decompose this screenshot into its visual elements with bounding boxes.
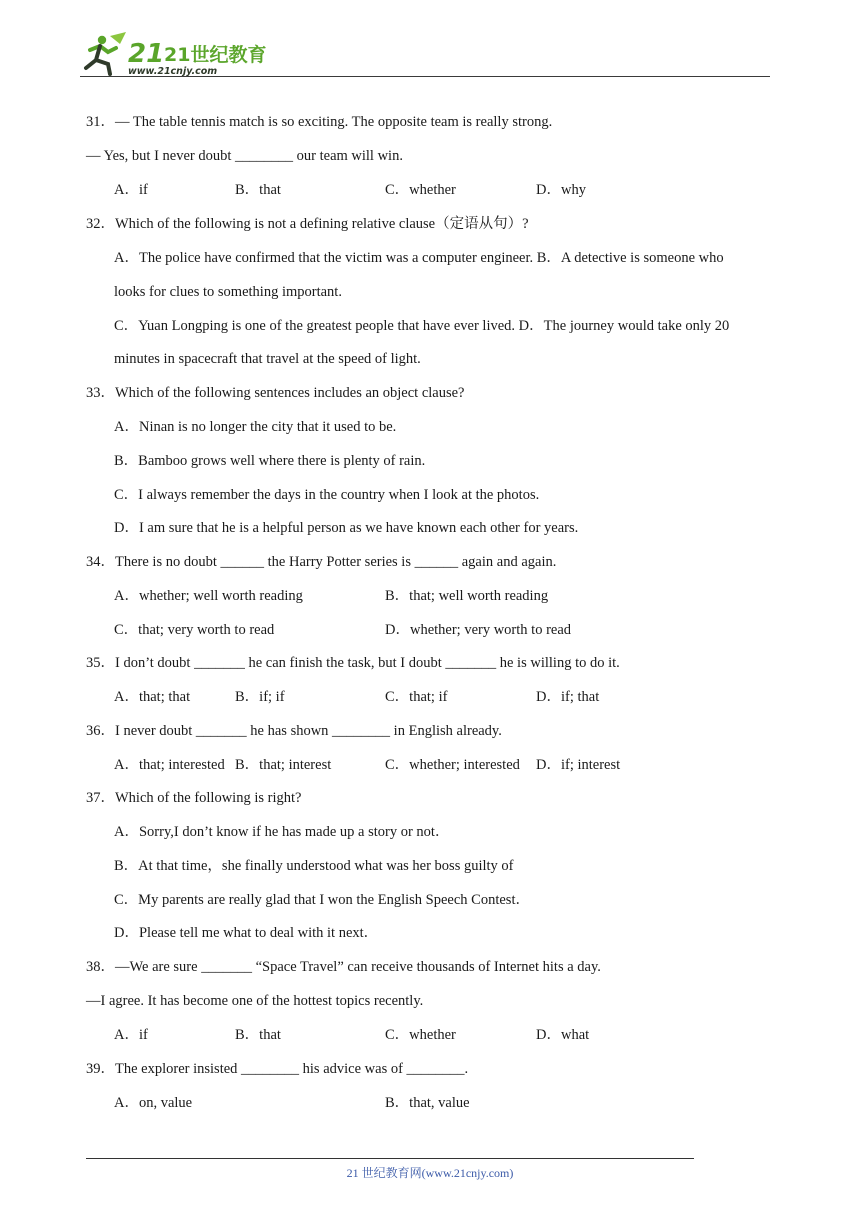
question-34-option-a: A．whether; well worth reading bbox=[114, 588, 303, 604]
page-footer: 21 世纪教育网(www.21cnjy.com) bbox=[346, 1166, 514, 1180]
question-31-option-a: A．if bbox=[114, 182, 148, 198]
question-35-option-d: D．if; that bbox=[536, 689, 600, 705]
svg-text:21: 21 bbox=[128, 39, 165, 69]
question-35-option-c: C．that; if bbox=[385, 689, 448, 705]
question-34-option-b: B．that; well worth reading bbox=[385, 588, 549, 604]
question-36-stem: 36．I never doubt _______ he has shown ________ in English already. bbox=[86, 723, 502, 739]
question-31-option-b: B．that bbox=[235, 182, 281, 198]
question-34-option-d: D．whether; very worth to read bbox=[385, 622, 572, 638]
site-logo bbox=[80, 30, 267, 78]
question-31-stem: 31．— The table tennis match is so exciting. The opposite team is really strong. bbox=[86, 114, 553, 130]
question-38-stem-2: —I agree. It has become one of the hottest topics recently. bbox=[86, 993, 424, 1009]
question-36-option-c: C．whether; interested bbox=[385, 757, 520, 773]
question-38-option-d: D．what bbox=[536, 1027, 590, 1043]
question-35-stem: 35．I don’t doubt _______ he can finish the task, but I doubt _______ he is willing to do it. bbox=[86, 655, 620, 671]
question-38-stem: 38．—We are sure _______ “Space Travel” can receive thousands of Internet hits a day. bbox=[86, 959, 601, 975]
question-39-option-b: B．that, value bbox=[385, 1095, 470, 1111]
question-35-option-a: A．that; that bbox=[114, 689, 191, 705]
page-header bbox=[80, 30, 770, 80]
question-33-option-a: A．Ninan is no longer the city that it used to be. bbox=[114, 419, 397, 435]
header-divider bbox=[80, 76, 770, 77]
question-37-option-a: A．Sorry,I don’t know if he has made up a story or not． bbox=[114, 824, 450, 840]
question-33-stem: 33．Which of the following sentences includes an object clause? bbox=[86, 385, 465, 401]
question-32-stem: 32．Which of the following is not a defining relative clause（定语从句）? bbox=[86, 216, 529, 232]
question-35-option-b: B．if; if bbox=[235, 689, 285, 705]
question-33-option-c: C．I always remember the days in the country when I look at the photos. bbox=[114, 487, 540, 503]
question-31-option-d: D．why bbox=[536, 182, 586, 198]
question-32-line-1: A．The police have confirmed that the victim was a computer engineer. B．A detective is someone who bbox=[114, 250, 724, 266]
question-36-option-b: B．that; interest bbox=[235, 757, 332, 773]
question-33-option-d: D．I am sure that he is a helpful person as we have known each other for years. bbox=[114, 520, 579, 536]
question-38-option-a: A．if bbox=[114, 1027, 148, 1043]
question-39-option-a: A．on, value bbox=[114, 1095, 193, 1111]
question-36-option-a: A．that; interested bbox=[114, 757, 225, 773]
question-39-stem: 39．The explorer insisted ________ his advice was of ________. bbox=[86, 1061, 469, 1077]
question-37-option-d: D．Please tell me what to deal with it next． bbox=[114, 925, 379, 941]
runner-icon bbox=[86, 32, 126, 74]
question-37-option-b: B．At that time，she finally understood what was her boss guilty of bbox=[114, 858, 514, 874]
question-38-option-c: C．whether bbox=[385, 1027, 456, 1043]
svg-text:21世纪教育: 21世纪教育 bbox=[164, 44, 267, 66]
question-31-stem-2: — Yes, but I never doubt ________ our team will win. bbox=[86, 148, 403, 164]
question-32-line-3: C．Yuan Longping is one of the greatest people that have ever lived. D．The journey would take only 20 bbox=[114, 318, 730, 334]
question-38-option-b: B．that bbox=[235, 1027, 281, 1043]
question-34-stem: 34．There is no doubt ______ the Harry Potter series is ______ again and again. bbox=[86, 554, 557, 570]
svg-text:www.21cnjy.com: www.21cnjy.com bbox=[128, 66, 218, 77]
question-37-option-c: C．My parents are really glad that I won the English Speech Contest． bbox=[114, 892, 530, 908]
question-31-option-c: C．whether bbox=[385, 182, 456, 198]
question-32-line-4: minutes in spacecraft that travel at the speed of light. bbox=[114, 351, 421, 367]
question-34-option-c: C．that; very worth to read bbox=[114, 622, 275, 638]
question-37-stem: 37．Which of the following is right? bbox=[86, 790, 302, 806]
footer-divider bbox=[86, 1158, 694, 1159]
question-33-option-b: B．Bamboo grows well where there is plenty of rain. bbox=[114, 453, 426, 469]
question-36-option-d: D．if; interest bbox=[536, 757, 621, 773]
question-32-line-2: looks for clues to something important. bbox=[114, 284, 342, 300]
